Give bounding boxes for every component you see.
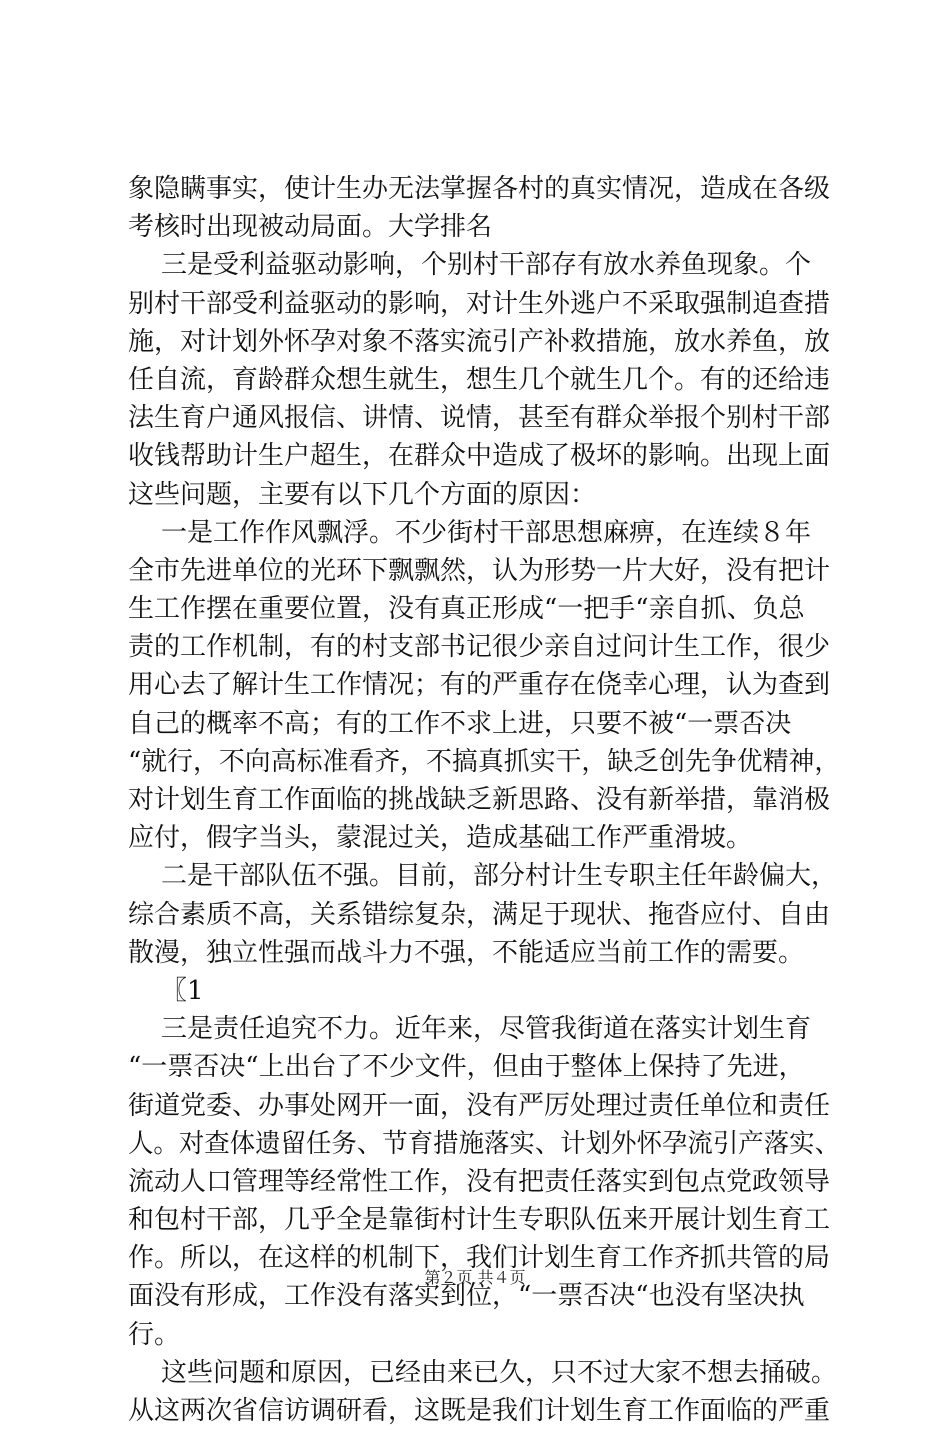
text-line: 收钱帮助计生户超生，在群众中造成了极坏的影响。出现上面 bbox=[128, 441, 831, 472]
text-line: 三是责任追究不力。近年来，尽管我街道在落实计划生育 bbox=[128, 1014, 812, 1045]
text-line: 考核时出现被动局面。大学排名 bbox=[128, 212, 493, 243]
text-line: 〖1 bbox=[128, 975, 204, 1006]
text-line: 街道党委、办事处网开一面，没有严厉处理过责任单位和责任 bbox=[128, 1090, 831, 1121]
text-line: 面没有形成，工作没有落实到位，“一票否决“也没有坚决执 bbox=[128, 1281, 805, 1312]
text-line: 生工作摆在重要位置，没有真正形成“一把手“亲自抓、负总 bbox=[128, 594, 805, 625]
text-line: 象隐瞒事实，使计生办无法掌握各村的真实情况，造成在各级 bbox=[128, 174, 831, 204]
text-line: 人。对查体遗留任务、节育措施落实、计划外怀孕流引产落实、 bbox=[128, 1128, 841, 1159]
text-line: 和包村干部，几乎全是靠街村计生专职队伍来开展计划生育工 bbox=[128, 1205, 831, 1236]
page-footer: 第２页 共４页 bbox=[424, 1268, 526, 1287]
text-line: 任自流，育龄群众想生就生，想生几个就生几个。有的还给违 bbox=[128, 364, 831, 395]
text-line: 施，对计划外怀孕对象不落实流引产补救措施，放水养鱼，放 bbox=[128, 326, 831, 357]
text-line: 三是受利益驱动影响，个别村干部存有放水养鱼现象。个 bbox=[128, 250, 812, 281]
text-line: 用心去了解计生工作情况；有的严重存在侥幸心理，认为查到 bbox=[128, 670, 831, 701]
text-line: 责的工作机制，有的村支部书记很少亲自过问计生工作，很少 bbox=[128, 632, 831, 663]
text-line: 应付，假字当头，蒙混过关，造成基础工作严重滑坡。 bbox=[128, 823, 753, 854]
text-line: 流动人口管理等经常性工作，没有把责任落实到包点党政领导 bbox=[128, 1166, 831, 1197]
text-line: 对计划生育工作面临的挑战缺乏新思路、没有新举措，靠消极 bbox=[128, 785, 831, 815]
text-line: 法生育户通风报信、讲情、说情，甚至有群众举报个别村干部 bbox=[128, 403, 831, 434]
text-line: 全市先进单位的光环下飘飘然，认为形势一片大好，没有把计 bbox=[128, 555, 831, 586]
text-line: 这些问题和原因，已经由来已久，只不过大家不想去捅破。 bbox=[128, 1357, 838, 1388]
text-line: 别村干部受利益驱动的影响，对计生外逃户不采取强制追查措 bbox=[128, 288, 831, 319]
text-line: “一票否决“上出台了不少文件，但由于整体上保持了先进， bbox=[128, 1052, 805, 1083]
document-body bbox=[128, 170, 840, 1430]
text-line: 一是工作作风飘浮。不少街村干部思想麻痹，在连续８年 bbox=[128, 517, 812, 548]
text-line: 行。 bbox=[128, 1319, 181, 1350]
text-line: 散漫，独立性强而战斗力不强，不能适应当前工作的需要。 bbox=[128, 937, 805, 968]
text-line: “就行，不向高标准看齐，不搞真抓实干，缺乏创先争优精神， bbox=[128, 746, 841, 777]
text-line: 从这两次省信访调研看，这既是我们计划生育工作面临的严重 bbox=[128, 1396, 831, 1426]
text-line: 作。所以，在这样的机制下，我们计划生育工作齐抓共管的局 bbox=[128, 1243, 831, 1274]
text-line: 综合素质不高，关系错综复杂，满足于现状、拖沓应付、自由 bbox=[128, 899, 831, 930]
text-line: 二是干部队伍不强。目前，部分村计生专职主任年龄偏大， bbox=[128, 861, 838, 892]
text-line: 自己的概率不高；有的工作不求上进，只要不被“一票否决 bbox=[128, 708, 792, 739]
text-line: 这些问题，主要有以下几个方面的原因： bbox=[128, 479, 597, 510]
